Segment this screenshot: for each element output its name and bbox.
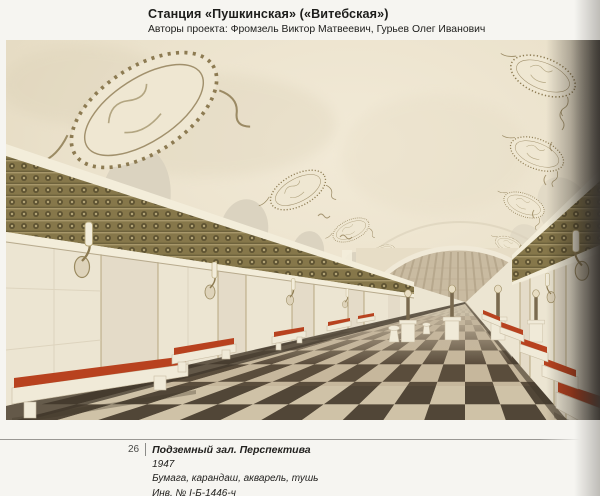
watercolor-rendering: [6, 40, 600, 420]
authors-line: Авторы проекта: Фромзель Виктор Матвеевич, Гурьев Олег Иванович: [148, 24, 486, 35]
station-title: Станция «Пушкинская» («Витебская»): [148, 7, 389, 21]
caption-title: Подземный зал. Перспектива: [152, 444, 311, 456]
caption-materials: Бумага, карандаш, акварель, тушь: [152, 473, 319, 485]
plate-caption: [128, 443, 318, 496]
caption-divider-rule: [0, 439, 580, 440]
plate-number: 26: [128, 444, 140, 455]
gutter-shadow: [546, 40, 600, 420]
caption-inventory: Инв. № I-Б-1446-ч: [152, 487, 236, 496]
artwork-plate: [6, 40, 600, 420]
caption-number-divider: [145, 443, 146, 456]
plate-header: [148, 7, 485, 35]
caption-year: 1947: [152, 458, 175, 470]
